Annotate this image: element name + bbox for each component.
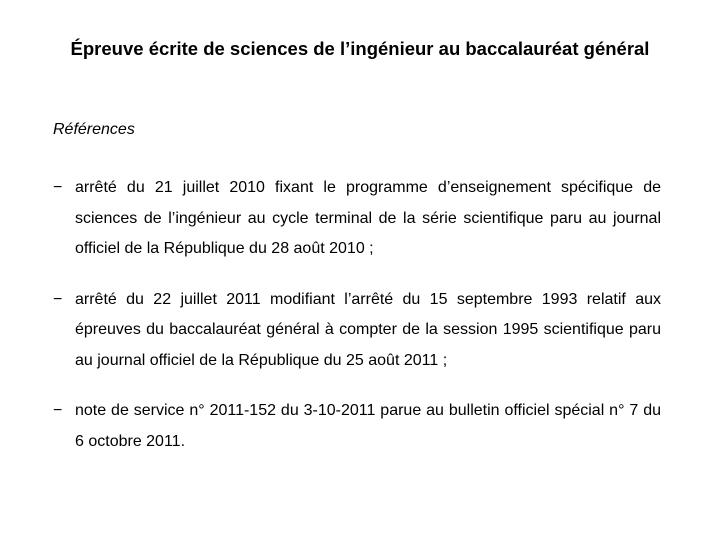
reference-item [53,173,661,265]
reference-text: arrêté du 22 juillet 2011 modifiant l’arrêté du 15 septembre 1993 relatif aux épreuves du baccalauréat général à compter de la session 1995 scientifique paru au journal officiel de la République du 25 août 2011 ; [75,290,661,369]
dash-bullet: − [53,179,63,196]
references-list [53,173,661,477]
section-heading-references: Références [53,121,135,138]
document-title: Épreuve écrite de sciences de l’ingénieur au baccalauréat général [70,38,650,59]
dash-bullet: − [53,402,63,419]
dash-bullet: − [53,290,63,308]
reference-item [53,285,661,377]
reference-text: arrêté du 21 juillet 2010 fixant le programme d’enseignement spécifique de sciences de l’ingénieur au cycle terminal de la série scientifique paru au journal officiel de la République du 28 août 2010 ; [75,179,661,257]
reference-text: note de service n° 2011-152 du 3-10-2011 parue au bulletin officiel spécial n° 7 du 6 octobre 2011. [75,402,661,450]
reference-item [53,396,661,457]
